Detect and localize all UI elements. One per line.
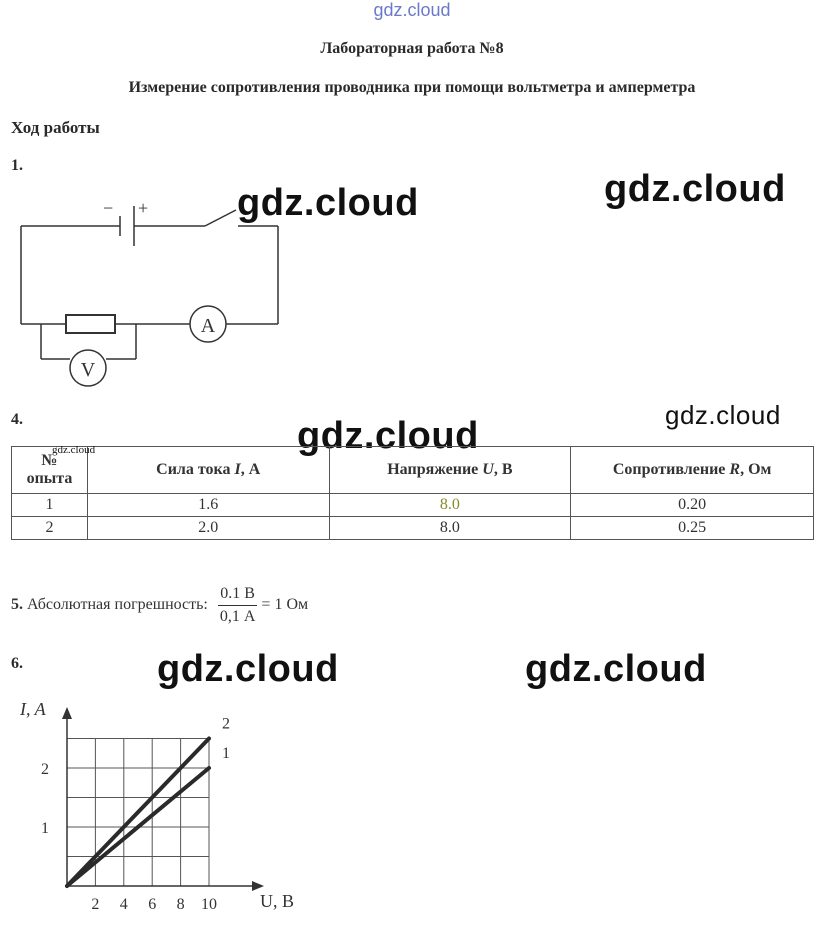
- column-header-experiment-number: № опыта: [12, 447, 88, 494]
- watermark: gdz.cloud: [525, 648, 707, 690]
- y-tick-label: 1: [41, 820, 49, 837]
- x-tick-label: 4: [119, 896, 128, 913]
- watermark: gdz.cloud: [52, 444, 96, 456]
- table-cell: 2: [12, 517, 88, 540]
- table-cell: 8.0: [329, 494, 571, 517]
- watermark: gdz.cloud: [157, 648, 339, 690]
- table-cell: 0.20: [571, 494, 814, 517]
- watermark: gdz.cloud: [297, 415, 479, 457]
- y-axis-arrow: [62, 707, 72, 719]
- item-number-6: 6.: [11, 655, 23, 672]
- watermark-top: gdz.cloud: [373, 0, 451, 20]
- x-tick-label: 6: [148, 896, 157, 913]
- resistor: [66, 315, 115, 333]
- error-fraction: $\frac{0.1 В}{0,1 А}$: [219, 585, 256, 625]
- section-heading: Ход работы: [11, 118, 100, 137]
- error-result: = 1 Ом: [261, 596, 309, 614]
- chart-lines: [67, 716, 230, 887]
- table-cell: 2.0: [87, 517, 329, 540]
- x-axis-arrow: [252, 881, 264, 891]
- table-row: [12, 494, 814, 517]
- table-header-row: [12, 447, 814, 494]
- x-tick-label: 8: [176, 896, 185, 913]
- x-axis-label: U, В: [260, 891, 295, 911]
- voltmeter-label: V: [80, 359, 96, 381]
- watermark: gdz.cloud: [604, 168, 786, 210]
- y-tick-label: 2: [41, 761, 49, 778]
- table-cell: 1: [12, 494, 88, 517]
- circuit-diagram: [0, 190, 300, 390]
- ammeter-label: A: [200, 315, 216, 337]
- table-cell: 1.6: [87, 494, 329, 517]
- y-axis-label: I, A: [20, 699, 46, 719]
- item-number-1: 1.: [11, 157, 23, 174]
- series-label-1: 1: [222, 745, 230, 762]
- series-label-2: 2: [222, 715, 230, 733]
- absolute-error-label: Абсолютная погрешность:: [27, 596, 208, 614]
- battery-minus: −: [103, 198, 114, 218]
- lab-subtitle: Измерение сопротивления проводника при помощи вольтметра и амперметра: [128, 79, 696, 96]
- switch: [205, 210, 236, 226]
- series-line-2: [67, 739, 209, 887]
- item-number-4: 4.: [11, 411, 23, 428]
- x-tick-label: 10: [201, 896, 217, 913]
- table-cell: 8.0: [329, 517, 571, 540]
- column-header-current: Сила тока I, А: [87, 447, 329, 494]
- column-header-voltage: Напряжение U, В: [329, 447, 571, 494]
- column-header-resistance: Сопротивление R, Ом: [571, 447, 814, 494]
- x-tick-label: 2: [91, 896, 100, 913]
- watermark: gdz.cloud: [665, 400, 781, 430]
- absolute-error-line: 5. Абсолютная погрешность: $\frac{0.1 В}{0,1 А}$ = 1 Ом: [11, 585, 309, 625]
- battery-plus: +: [138, 198, 149, 218]
- watermark: gdz.cloud: [237, 182, 419, 224]
- iu-chart: [0, 695, 320, 925]
- table-row: [12, 517, 814, 540]
- results-table: [11, 446, 814, 540]
- table-cell: 0.25: [571, 517, 814, 540]
- lab-title: Лабораторная работа №8: [320, 40, 504, 57]
